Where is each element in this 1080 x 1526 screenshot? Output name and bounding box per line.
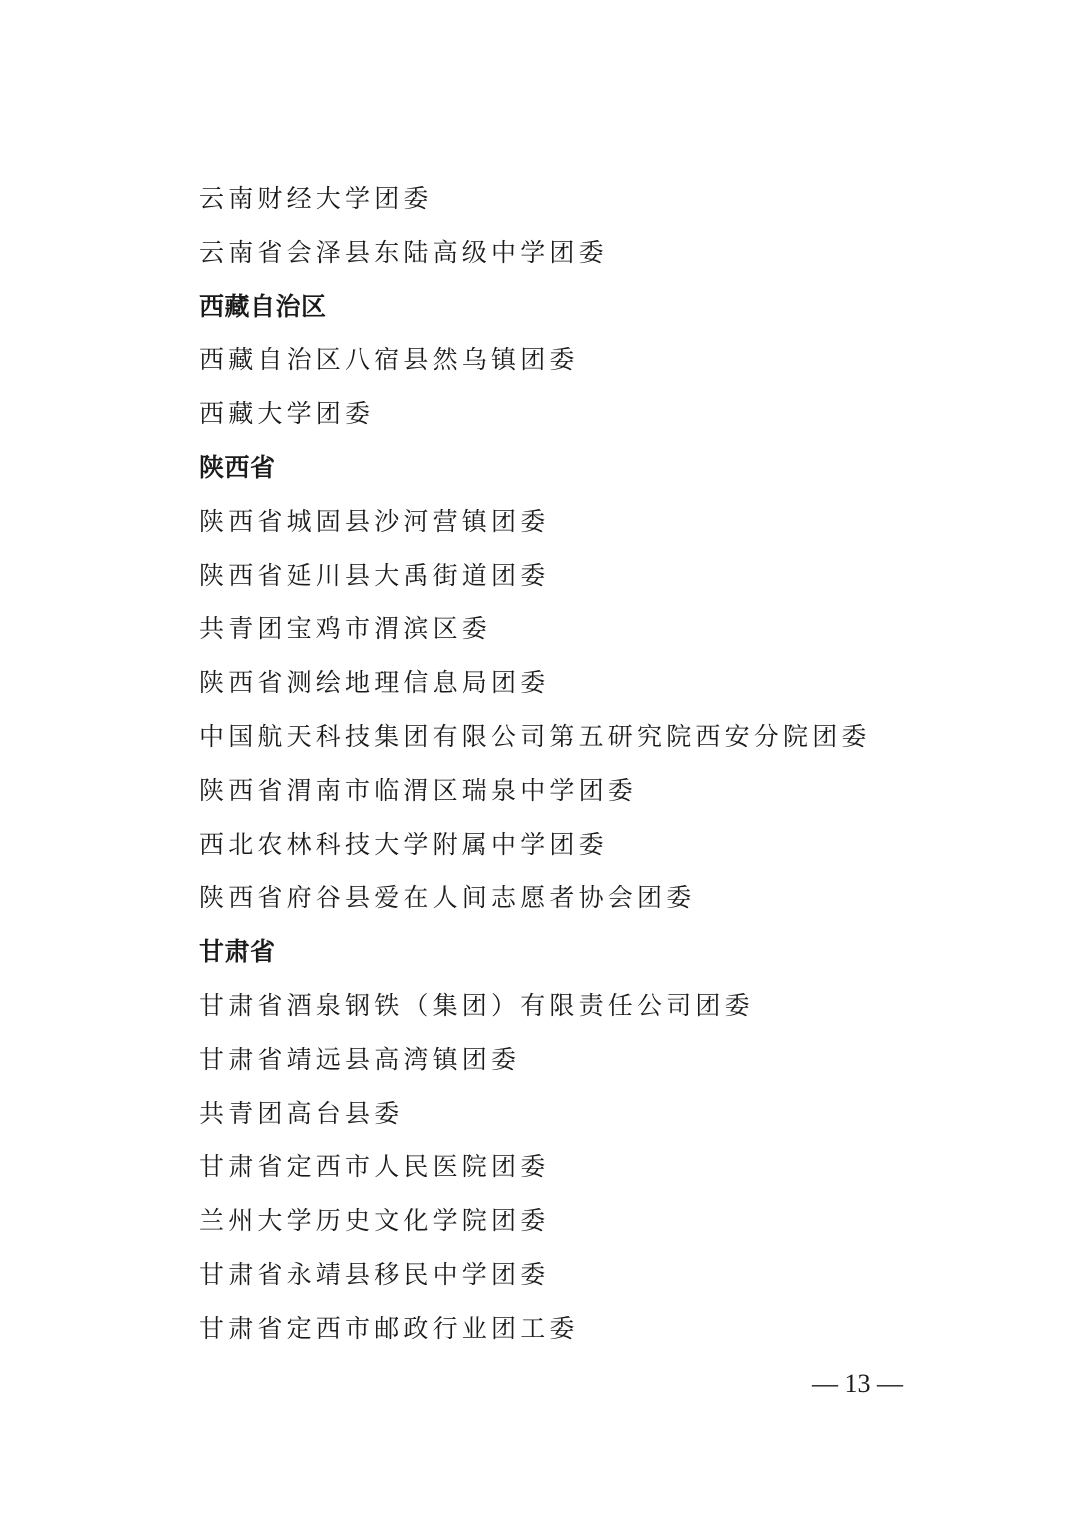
region-heading: 陕西省 [199,452,276,482]
organization-item: 陕西省渭南市临渭区瑞泉中学团委 [199,775,638,805]
organization-item: 云南财经大学团委 [199,184,433,213]
organization-item: 陕西省城固县沙河营镇团委 [199,506,550,536]
region-heading: 西藏自治区 [199,291,327,321]
organization-item: 甘肃省定西市邮政行业团工委 [199,1313,579,1343]
organization-item: 陕西省府谷县爱在人间志愿者协会团委 [199,883,696,913]
organization-item: 甘肃省永靖县移民中学团委 [199,1259,550,1289]
page-number: — 13 — [812,1369,903,1398]
organization-item: 陕西省延川县大禹街道团委 [199,560,550,590]
organization-item: 云南省会泽县东陆高级中学团委 [199,237,608,267]
organization-item: 甘肃省酒泉钢铁（集团）有限责任公司团委 [199,990,754,1020]
organization-item: 兰州大学历史文化学院团委 [199,1206,550,1236]
organization-item: 西藏自治区八宿县然乌镇团委 [199,345,579,375]
organization-item: 西北农林科技大学附属中学团委 [199,829,608,859]
organization-item: 甘肃省靖远县高湾镇团委 [199,1044,521,1074]
organization-item: 甘肃省定西市人民医院团委 [199,1152,550,1182]
organization-item: 共青团宝鸡市渭滨区委 [199,614,492,644]
organization-item: 西藏大学团委 [199,399,375,429]
organization-list [199,172,1019,1356]
organization-item: 陕西省测绘地理信息局团委 [199,668,550,698]
region-heading: 甘肃省 [199,937,276,967]
organization-item: 中国航天科技集团有限公司第五研究院西安分院团委 [199,721,871,751]
organization-item: 共青团高台县委 [199,1098,404,1128]
